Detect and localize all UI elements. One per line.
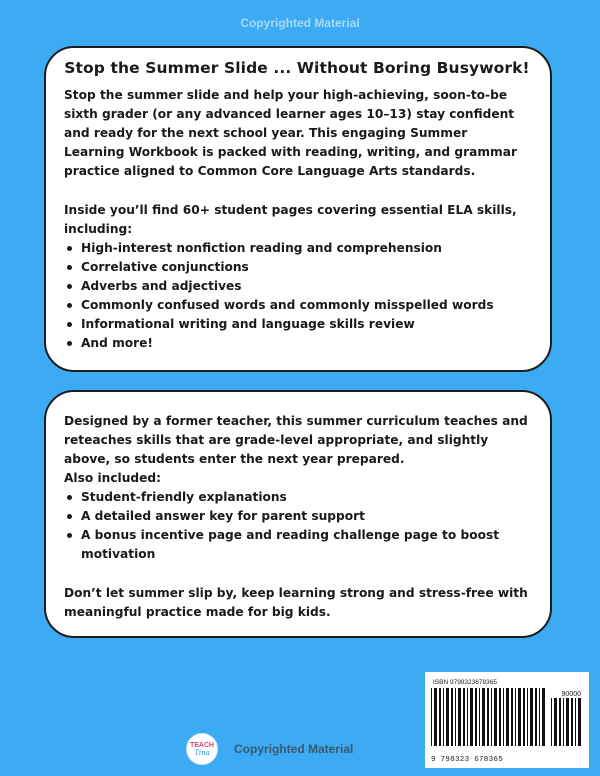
barcode-bar	[551, 698, 552, 746]
details-card	[44, 390, 552, 638]
barcode-bar	[554, 698, 557, 746]
list-item: Student-friendly explanations	[64, 488, 530, 507]
barcode-bar	[518, 688, 521, 746]
logo-bottom-text: Tina	[194, 748, 210, 757]
barcode-bar	[575, 698, 576, 746]
barcode-bar	[431, 688, 432, 746]
barcode-bar	[515, 688, 516, 746]
inside-lead: Inside you’ll find 60+ student pages covering essential ELA skills, including:	[64, 203, 517, 236]
barcode-bar	[563, 698, 564, 746]
barcode-addon-bars	[551, 698, 583, 746]
watermark-bottom: Copyrighted Material	[234, 742, 354, 756]
barcode-bar	[470, 688, 473, 746]
barcode-bar	[530, 688, 533, 746]
barcode-bar	[434, 688, 437, 746]
description-card	[44, 46, 552, 372]
skills-list	[64, 239, 530, 353]
list-item: Informational writing and language skills review	[64, 315, 530, 334]
barcode-bars	[431, 688, 547, 746]
included-list	[64, 488, 530, 564]
barcode-bar	[535, 688, 537, 746]
list-item: Adverbs and adjectives	[64, 277, 530, 296]
barcode-bar	[451, 688, 453, 746]
barcode-bar	[578, 698, 581, 746]
barcode-bar	[539, 688, 540, 746]
barcode-bar	[542, 688, 545, 746]
barcode-bar	[559, 698, 561, 746]
logo-top-text: TEACH	[189, 741, 215, 749]
barcode-bar	[571, 698, 573, 746]
card-title: Stop the Summer Slide ... Without Boring Busywork!	[64, 59, 530, 77]
designed-paragraph: Designed by a former teacher, this summer curriculum teaches and reteaches skills that are grade-level appropriate, and slightly above, so students enter the next year prepared.	[64, 414, 528, 466]
barcode-bar	[463, 688, 465, 746]
barcode-bar	[443, 688, 444, 746]
barcode-bar	[475, 688, 477, 746]
closing-paragraph: Don’t let summer slip by, keep learning strong and stress-free with meaningful practice made for big kids.	[64, 586, 528, 619]
barcode-bar	[499, 688, 501, 746]
teach-tina-logo	[186, 733, 218, 765]
barcode-bar	[482, 688, 485, 746]
intro-paragraph: Stop the summer slide and help your high-achieving, soon-to-be sixth grader (or any advanced learner ages 10–13) stay confident and ready for the next school year. This engaging Summer Learning Workbook is packed with reading, writing, and grammar practice aligned to Common Core Language Arts standards.	[64, 88, 517, 178]
barcode-bar	[455, 688, 456, 746]
list-item: A bonus incentive page and reading challenge page to boost motivation	[64, 526, 530, 564]
list-item: A detailed answer key for parent support	[64, 507, 530, 526]
barcode-bar	[446, 688, 449, 746]
list-item: Commonly confused words and commonly misspelled words	[64, 296, 530, 315]
barcode-bar	[487, 688, 489, 746]
barcode-bar	[467, 688, 468, 746]
barcode-bar	[494, 688, 497, 746]
list-item: And more!	[64, 334, 530, 353]
barcode-bar	[527, 688, 528, 746]
isbn-label: ISBN 9798323678365	[433, 679, 497, 686]
isbn-barcode	[425, 672, 589, 768]
barcode-bar	[523, 688, 525, 746]
barcode-bar	[491, 688, 492, 746]
watermark-top: Copyrighted Material	[240, 16, 360, 30]
barcode-bar	[506, 688, 509, 746]
barcode-bar	[503, 688, 504, 746]
list-item: High-interest nonfiction reading and comprehension	[64, 239, 530, 258]
price-code: 90000	[561, 691, 581, 698]
barcode-bar	[511, 688, 513, 746]
barcode-digits: 9 798323 678365	[431, 756, 504, 764]
barcode-bar	[458, 688, 461, 746]
barcode-bar	[479, 688, 480, 746]
list-item: Correlative conjunctions	[64, 258, 530, 277]
barcode-bar	[439, 688, 441, 746]
also-included-label: Also included:	[64, 471, 162, 485]
barcode-bar	[566, 698, 569, 746]
